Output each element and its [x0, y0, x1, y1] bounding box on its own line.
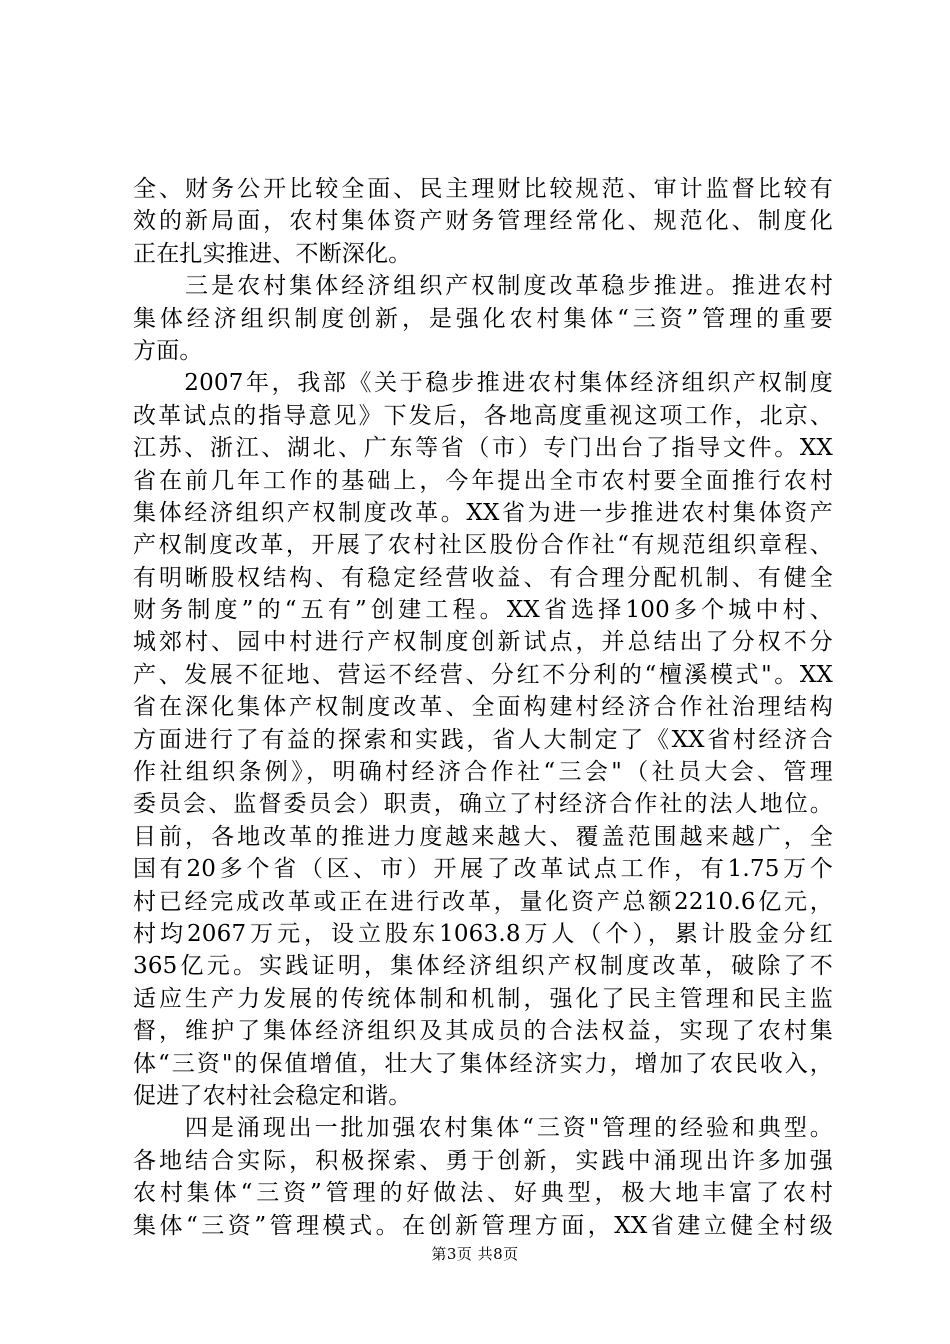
text-line: 有明晰股权结构、有稳定经营收益、有合理分配机制、有健全: [133, 564, 833, 591]
text-line: 集体经济组织制度创新，是强化农村集体“三资”管理的重要: [133, 305, 833, 332]
text-line: 改革试点的指导意见》下发后，各地高度重视这项工作，北京、: [133, 402, 833, 429]
text-line: 正在扎实推进、不断深化。: [133, 240, 412, 267]
text-line: 365亿元。实践证明，集体经济组织产权制度改革，破除了不: [133, 953, 833, 980]
text-line: 国有20多个省（区、市）开展了改革试点工作，有1.75万个: [133, 856, 833, 883]
text-line: 效的新局面，农村集体资产财务管理经常化、规范化、制度化: [133, 208, 833, 235]
text-line: 产、发展不征地、营运不经营、分红不分利的“檀溪模式"。XX: [133, 661, 833, 688]
text-line: 村已经完成改革或正在进行改革，量化资产总额2210.6亿元，: [133, 888, 833, 915]
text-line: 集体经济组织产权制度改革。XX省为进一步推进农村集体资产: [133, 499, 833, 526]
text-line: 各地结合实际，积极探索、勇于创新，实践中涌现出许多加强: [133, 1147, 833, 1174]
text-line: 江苏、浙江、湖北、广东等省（市）专门出台了指导文件。XX: [133, 435, 833, 462]
text-line: 方面。: [133, 337, 203, 364]
page-footer: 第3页 共8页: [431, 1245, 519, 1263]
text-line: 四是涌现出一批加强农村集体“三资"管理的经验和典型。: [133, 1115, 833, 1142]
text-line: 委员会、监督委员会）职责，确立了村经济合作社的法人地位。: [133, 791, 833, 818]
text-line: 城郊村、园中村进行产权制度创新试点，并总结出了分权不分: [133, 629, 833, 656]
text-line: 方面进行了有益的探索和实践，省人大制定了《XX省村经济合: [133, 726, 833, 753]
text-line: 适应生产力发展的传统体制和机制，强化了民主管理和民主监: [133, 985, 833, 1012]
text-line: 三是农村集体经济组织产权制度改革稳步推进。推进农村: [133, 273, 833, 300]
text-line: 省在前几年工作的基础上，今年提出全市农村要全面推行农村: [133, 467, 833, 494]
body-text: [133, 173, 833, 1242]
text-line: 集体“三资”管理模式。在创新管理方面，XX省建立健全村级: [133, 1212, 833, 1239]
text-line: 全、财务公开比较全面、民主理财比较规范、审计监督比较有: [133, 176, 833, 202]
text-line: 产权制度改革，开展了农村社区股份合作社“有规范组织章程、: [133, 532, 833, 559]
text-line: 目前，各地改革的推进力度越来越大、覆盖范围越来越广，全: [133, 823, 833, 850]
text-line: 体“三资"的保值增值，壮大了集体经济实力，增加了农民收入，: [133, 1050, 833, 1077]
text-line: 促进了农村社会稳定和谐。: [133, 1082, 412, 1109]
text-line: 作社组织条例》，明确村经济合作社“三会"（社员大会、管理: [133, 759, 833, 786]
text-line: 财务制度”的“五有”创建工程。XX省选择100多个城中村、: [133, 597, 833, 624]
text-line: 2007年，我部《关于稳步推进农村集体经济组织产权制度: [133, 370, 833, 397]
text-line: 村均2067万元，设立股东1063.8万人（个），累计股金分红: [133, 920, 833, 947]
text-line: 农村集体“三资”管理的好做法、好典型，极大地丰富了农村: [133, 1180, 833, 1207]
text-line: 督，维护了集体经济组织及其成员的合法权益，实现了农村集: [133, 1018, 833, 1045]
text-line: 省在深化集体产权制度改革、全面构建村经济合作社治理结构: [133, 694, 833, 721]
